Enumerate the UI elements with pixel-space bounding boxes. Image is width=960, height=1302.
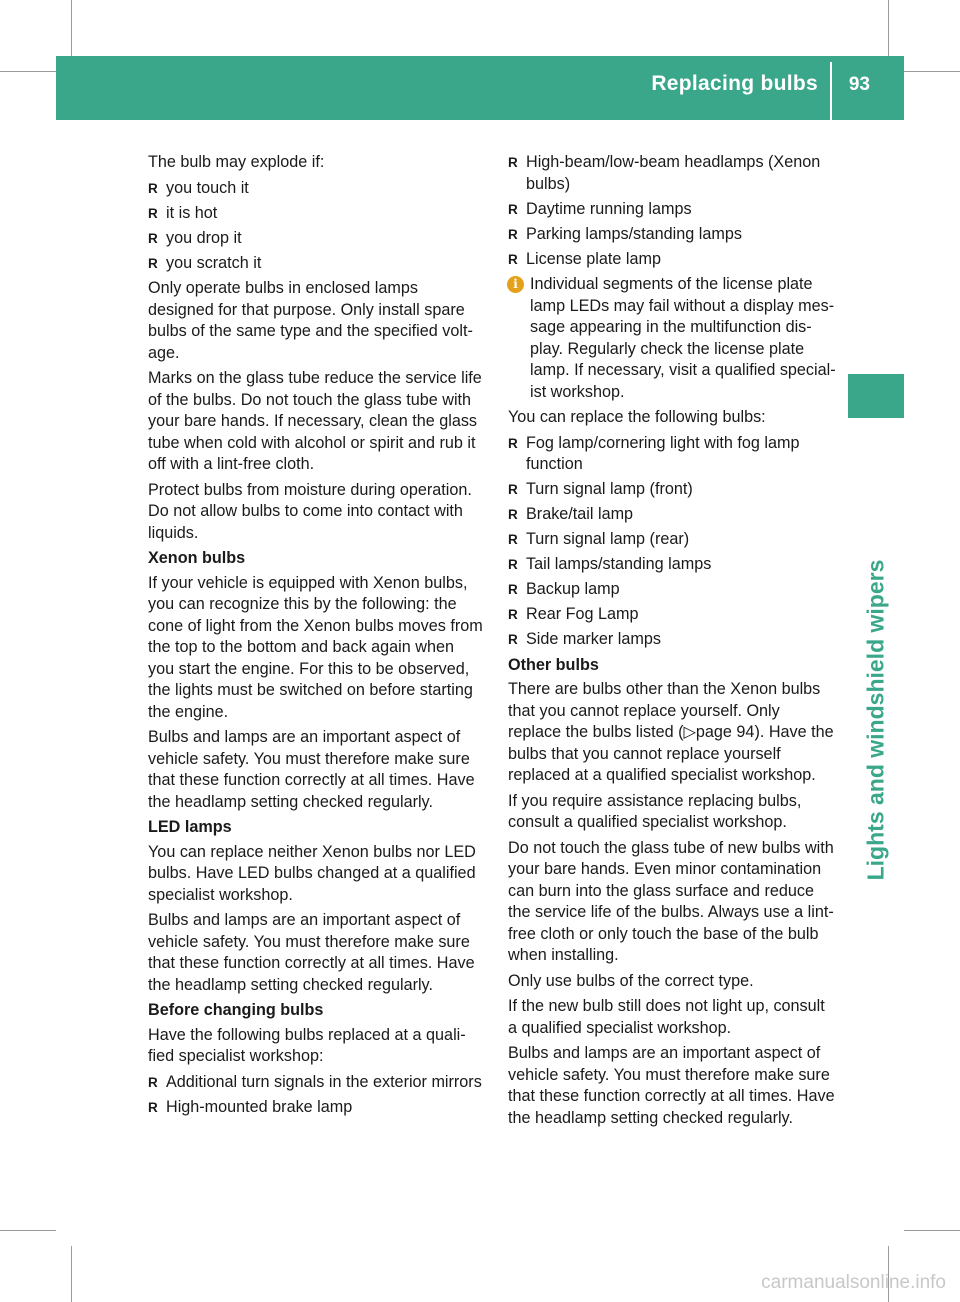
crop-mark-top-left-h — [0, 71, 56, 72]
before-changing-heading: Before changing bulbs — [148, 1001, 324, 1019]
list-item: R High-mounted brake lamp — [148, 1097, 484, 1119]
paragraph: If the new bulb still does not light up, consult a qualified specialist workshop. — [508, 997, 825, 1037]
workshop-list — [148, 1072, 484, 1119]
crop-mark-bottom-right-h — [904, 1230, 960, 1231]
paragraph: Marks on the glass tube reduce the service life of the bulbs. Do not touch the glass tube with your bare hands. If necessary, clean the glass tube when cold with alcohol or spirit and rub it off with a lint-free cloth. — [148, 369, 482, 473]
list-item: R High-beam/low-beam headlamps (Xenon bulbs) — [508, 152, 836, 195]
list-item: R you scratch it — [148, 253, 484, 275]
list-item: R Daytime running lamps — [508, 199, 836, 221]
text-run: ). Have the bulbs that you cannot replace yourself replaced at a qualified specialist workshop. — [508, 723, 834, 784]
info-note — [508, 274, 836, 403]
paragraph: Bulbs and lamps are an important aspect of vehicle safety. You must therefore make sure that these function correctly at all times. Have the headlamp setting checked regularly. — [508, 1044, 835, 1127]
list-item: R Brake/tail lamp — [508, 504, 836, 526]
chapter-tab — [848, 374, 904, 418]
paragraph — [508, 679, 836, 787]
paragraph: If your vehicle is equipped with Xenon bulbs, you can recognize this by the following: the cone of light from the Xenon bulbs moves from the top to the bottom and back again when you start the engine. For this to be observed, the lights must be switched on before starting the engine. — [148, 573, 483, 721]
chapter-label-text: Lights and windshield wipers — [862, 559, 889, 881]
list-item: R Turn signal lamp (front) — [508, 479, 836, 501]
list-item: R you drop it — [148, 228, 484, 250]
led-heading: LED lamps — [148, 818, 232, 836]
crop-mark-top-left-v — [71, 0, 72, 56]
workshop-list-continued — [508, 152, 836, 270]
crop-mark-top-right-h — [904, 71, 960, 72]
page-number: 93 — [848, 74, 870, 95]
list-item: R Rear Fog Lamp — [508, 604, 836, 626]
paragraph: Bulbs and lamps are an important aspect of vehicle safety. You must therefore make sure that these function correctly at all times. Have the headlamp setting checked regularly. — [148, 911, 475, 994]
info-note-text: Individual segments of the license plate lamp LEDs may fail without a display message appearing in the multifunction display. Regularly check the license plate lamp. If necessary, visit a qualified specialist workshop. — [530, 275, 836, 401]
list-item: R Parking lamps/standing lamps — [508, 224, 836, 246]
paragraph: Protect bulbs from moisture during operation. Do not allow bulbs to come into contact with liquids. — [148, 480, 472, 542]
crop-mark-bottom-left-h — [0, 1230, 56, 1231]
list-item: R Side marker lamps — [508, 629, 836, 651]
watermark: carmanualsonline.info — [761, 1272, 946, 1293]
section-title: Replacing bulbs — [651, 72, 818, 95]
explode-list — [148, 178, 484, 275]
paragraph: Only use bulbs of the correct type. — [508, 971, 754, 990]
paragraph: Have the following bulbs replaced at a qualified specialist workshop: — [148, 1025, 466, 1065]
paragraph: Do not touch the glass tube of new bulbs with your bare hands. Even minor contamination can burn into the glass surface and reduce the service life of the bulbs. Always use a lint-free cloth or only touch the base of the bulb when installing. — [508, 838, 834, 964]
list-item: R Additional turn signals in the exterior mirrors — [148, 1072, 484, 1094]
page-header — [56, 56, 904, 120]
list-item: R it is hot — [148, 203, 484, 225]
paragraph: You can replace neither Xenon bulbs nor LED bulbs. Have LED bulbs changed at a qualified specialist workshop. — [148, 842, 476, 904]
left-column — [148, 152, 484, 1122]
list-item: R Turn signal lamp (rear) — [508, 529, 836, 551]
xenon-heading: Xenon bulbs — [148, 549, 246, 567]
right-column — [508, 152, 836, 1133]
info-icon: i — [507, 276, 524, 293]
list-item: R License plate lamp — [508, 249, 836, 271]
page-ref-arrow-icon: ▷ — [683, 723, 696, 741]
paragraph: Only operate bulbs in enclosed lamps designed for that purpose. Only install spare bulbs of the same type and the specified voltage. — [148, 279, 473, 362]
header-divider — [830, 62, 832, 120]
explode-intro: The bulb may explode if: — [148, 153, 325, 171]
list-item: R you touch it — [148, 178, 484, 200]
replace-intro: You can replace the following bulbs: — [508, 408, 766, 426]
paragraph: Bulbs and lamps are an important aspect of vehicle safety. You must therefore make sure that these function correctly at all times. Have the headlamp setting checked regularly. — [148, 728, 475, 811]
paragraph: If you require assistance replacing bulbs, consult a qualified specialist workshop. — [508, 791, 802, 831]
list-item: R Tail lamps/standing lamps — [508, 554, 836, 576]
crop-mark-top-right-v — [888, 0, 889, 56]
list-item: R Fog lamp/cornering light with fog lamp function — [508, 433, 836, 476]
list-item: R Backup lamp — [508, 579, 836, 601]
replaceable-bulbs-list — [508, 433, 836, 651]
other-bulbs-heading: Other bulbs — [508, 655, 599, 674]
text-run: There are bulbs other than the Xenon bulbs that you cannot replace yourself. Only replace the bulbs listed ( — [508, 680, 821, 741]
crop-mark-bottom-left-v — [71, 1246, 72, 1302]
page-reference-link[interactable]: page 94 — [695, 723, 755, 741]
